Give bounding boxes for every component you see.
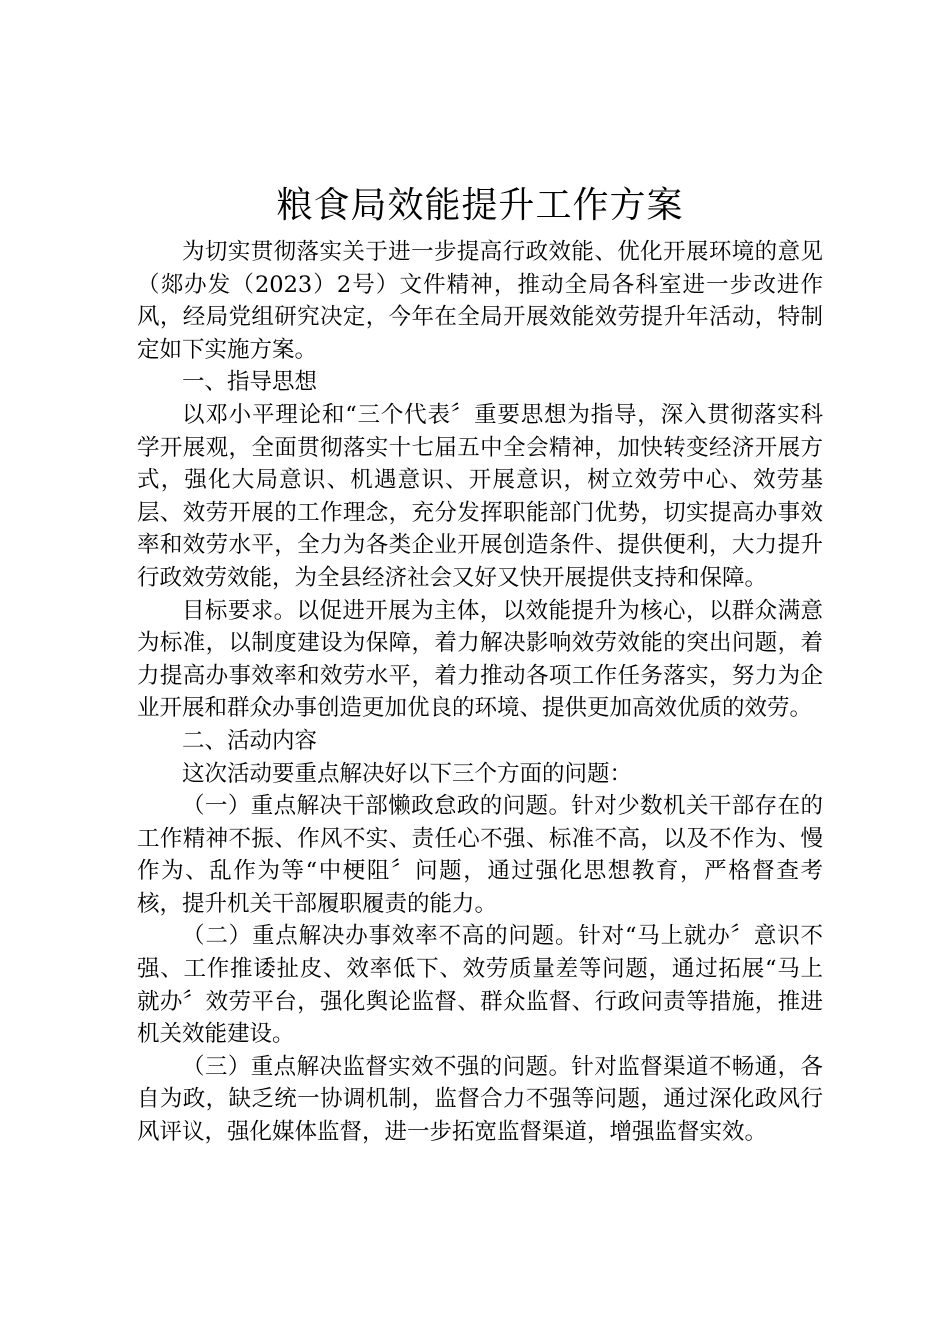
item-one-paragraph: （一）重点解决干部懒政怠政的问题。针对少数机关干部存在的工作精神不振、作风不实、责任心不强、标准不高，以及不作为、慢作为、乱作为等“中梗阻〞问题，通过强化思想教育，严格督查考核，提升机关干部履职履责的能力。 [137, 793, 823, 917]
section-heading-guiding-ideology: 一、指导思想 [182, 369, 318, 396]
activity-intro-paragraph: 这次活动要重点解决好以下三个方面的问题： [182, 760, 633, 787]
item-three-paragraph: （三）重点解决监督实效不强的问题。针对监督渠道不畅通，各自为政，缺乏统一协调机制，监督合力不强等问题，通过深化政风行风评议，强化媒体监督，进一步拓宽监督渠道，增强监督实效。 [137, 1053, 823, 1146]
section-heading-activity-content: 二、活动内容 [182, 727, 318, 754]
guiding-ideology-paragraph: 以邓小平理论和“三个代表〞重要思想为指导，深入贯彻落实科学开展观，全面贯彻落实十七届五中全会精神，加快转变经济开展方式，强化大局意识、机遇意识、开展意识，树立效劳中心、效劳基层、效劳开展的工作理念，充分发挥职能部门优势，切实提高办事效率和效劳水平，全力为各类企业开展创造条件、提供便利，大力提升行政效劳效能，为全县经济社会又好又快开展提供支持和保障。 [137, 401, 823, 591]
document-title: 粮食局效能提升工作方案 [276, 185, 684, 226]
item-two-paragraph: （二）重点解决办事效率不高的问题。针对“马上就办〞意识不强、工作推诿扯皮、效率低下、效劳质量差等问题，通过拓展“马上就办〞效劳平台，强化舆论监督、群众监督、行政问责等措施，推进机关效能建设。 [137, 923, 823, 1048]
intro-paragraph: 为切实贯彻落实关于进一步提高行政效能、优化开展环境的意见（郯办发（2023）2号）文件精神，推动全局各科室进一步改进作风，经局党组研究决定，今年在全局开展效能效劳提升年活动，特制定如下实施方案。 [137, 239, 823, 363]
document-page [137, 182, 823, 1149]
goals-paragraph: 目标要求。以促进开展为主体，以效能提升为核心，以群众满意为标准，以制度建设为保障，着力解决影响效劳效能的突出问题，着力提高办事效率和效劳水平，着力推动各项工作任务落实，努力为企业开展和群众办事创造更加优良的环境、提供更加高效优质的效劳。 [137, 597, 823, 722]
